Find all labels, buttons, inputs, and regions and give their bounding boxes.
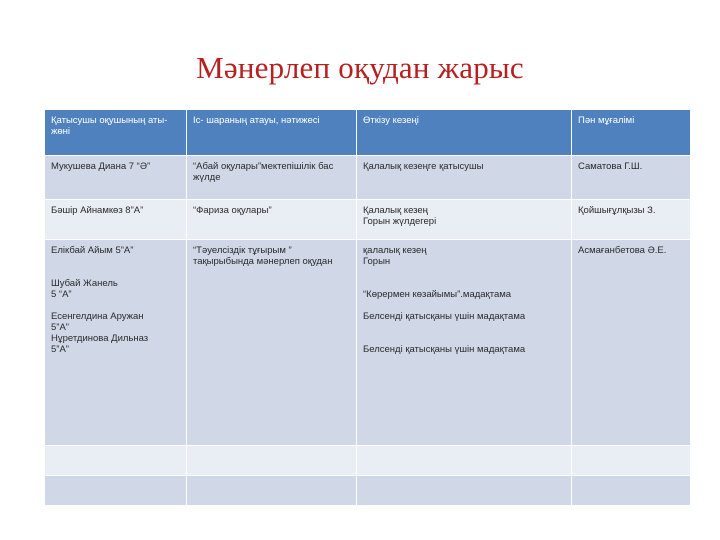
table-header-row: [45, 110, 691, 156]
cell-event: “Фариза оқулары”: [187, 200, 357, 239]
cell-participant: [45, 239, 187, 445]
stage-line: қалалық кезең: [363, 244, 427, 256]
empty-cell: [357, 446, 572, 476]
cell-participant: Бәшір Айнамкөз 8”А”: [45, 200, 187, 239]
participant-class: 5”А”: [51, 321, 69, 333]
stage-line: Белсенді қатысқаны үшін мадақтама: [363, 343, 526, 355]
header-teacher: Пән мұғалімі: [572, 110, 691, 156]
cell-teacher: Саматова Г.Ш.: [572, 156, 691, 200]
stage-line: Горын: [363, 255, 391, 267]
cell-participant: Мукушева Диана 7 “Ә”: [45, 156, 187, 200]
participant-class: 5”А”: [51, 343, 69, 355]
stage-line: Горын жүлдегері: [363, 216, 437, 228]
table-row: [45, 200, 691, 239]
stage-line: Белсенді қатысқаны үшін мадақтама: [363, 310, 526, 322]
cell-stage: Қалалық кезеңге қатысушы: [357, 156, 572, 200]
table-row: [45, 239, 691, 445]
competition-table: [44, 109, 691, 506]
empty-cell: [45, 446, 187, 476]
cell-stage: [357, 200, 572, 239]
empty-cell: [45, 476, 187, 506]
cell-stage: [357, 239, 572, 445]
empty-cell: [187, 446, 357, 476]
cell-teacher: Қойшығұлқызы З.: [572, 200, 691, 239]
empty-cell: [572, 476, 691, 506]
participant-name: Елікбай Айым 5”А”: [51, 244, 134, 256]
participant-name: Нұретдинова Дильназ: [51, 332, 149, 344]
participant-name: Шубай Жанель: [51, 277, 118, 289]
participant-name: Есенгелдина Аружан: [51, 310, 144, 322]
empty-cell: [357, 476, 572, 506]
stage-line: “Көрермен көзайымы”.мадақтама: [363, 288, 512, 300]
table-row-empty: [45, 446, 691, 476]
table-row-empty: [45, 476, 691, 506]
table-row: [45, 156, 691, 200]
participant-class: 5 “А”: [51, 288, 72, 300]
header-event: Іс- шараның атауы, нәтижесі: [187, 110, 357, 156]
empty-cell: [187, 476, 357, 506]
cell-event: “Тәуелсіздік тұғырым ” тақырыбында мәнерлеп оқудан: [187, 239, 357, 445]
cell-event: “Абай оқулары”мектепішілік бас жүлде: [187, 156, 357, 200]
stage-line: Қалалық кезең: [363, 205, 428, 217]
cell-teacher: Асмағанбетова Ә.Е.: [572, 239, 691, 445]
slide-title: Мәнерлеп оқудан жарыс: [196, 50, 524, 85]
empty-cell: [572, 446, 691, 476]
header-participant: Қатысушы оқушының аты-жөні: [45, 110, 187, 156]
header-stage: Өткізу кезеңі: [357, 110, 572, 156]
